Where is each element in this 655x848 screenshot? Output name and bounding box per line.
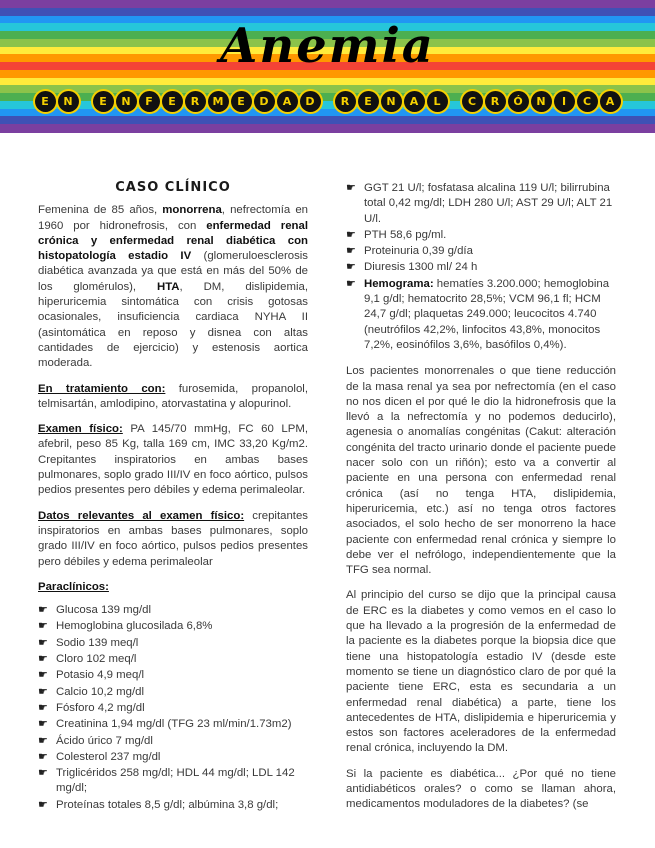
right-column [346, 181, 616, 823]
subtitle-space [450, 91, 460, 112]
list-item-text: Colesterol 237 mg/dl [56, 750, 161, 763]
list-item [38, 750, 308, 765]
subtitle-letter: M [208, 91, 229, 112]
list-item-text: Cloro 102 meq/l [56, 653, 137, 666]
list-item [38, 734, 308, 749]
list-item-text: Diuresis 1300 ml/ 24 h [364, 261, 478, 274]
subtitle-letter: Ó [508, 91, 529, 112]
subtitle-letter: L [427, 91, 448, 112]
subtitle-letter: E [162, 91, 183, 112]
pointing-hand-icon: ☛ [38, 685, 48, 698]
list-item-text: Ácido úrico 7 mg/dl [56, 734, 153, 747]
list-item [38, 798, 308, 813]
pointing-hand-icon: ☛ [346, 245, 356, 258]
stripe [0, 124, 655, 132]
subtitle-letter: E [231, 91, 252, 112]
list-item [38, 701, 308, 716]
list-item [38, 685, 308, 700]
pointing-hand-icon: ☛ [346, 228, 356, 241]
subtitle-letter: E [93, 91, 114, 112]
pointing-hand-icon: ☛ [38, 620, 48, 633]
subtitle-letter: F [139, 91, 160, 112]
paragraph-monorrenal: Los pacientes monorrenales o que tiene reducción de la masa renal ya sea por nefrectomía (en el caso no nos dicen el por qué le dio la hidronefrosis que la llevó a la nefrectomía y no podemos deducirlo), agenesia o anomalías congénitas (Cakut: alteración congénita del tracto urinario donde el paciente puede nacer solo con un riñón); esto va a convertir al paciente en una persona con enfermedad renal crónica (así no tenga HTA, dislipidemia, hiperuricemia, etc.) así no tenga otros factores asociados, el solo hecho de ser monorreno la hace paciente con enfermedad renal crónica y siempre lo debe ver el nefrólogo, independientemente que la TFG sea normal. [346, 365, 616, 577]
list-item [38, 766, 308, 797]
pointing-hand-icon: ☛ [38, 718, 48, 731]
subtitle-letter: I [554, 91, 575, 112]
subtitle-letter: A [404, 91, 425, 112]
list-item [346, 260, 616, 275]
subtitle-letter: A [600, 91, 621, 112]
subtitle-letter: C [462, 91, 483, 112]
labs-heading: Paraclínicos: [38, 580, 109, 593]
page-title: Anemia [220, 18, 435, 74]
list-item [346, 181, 616, 227]
subtitle-space [81, 91, 91, 112]
subtitle-letter: N [116, 91, 137, 112]
exam-paragraph: Examen físico: PA 145/70 mmHg, FC 60 LPM, afebril, peso 85 Kg, talla 169 cm, IMC 33,20 Kg/m2. Crepitantes inspiratorios en ambas bases pulmonares, soplo grado III/IV en foco aórtico, pulsos pedios presentes pero débiles y edema perimaleolar. [38, 423, 308, 497]
list-item-text: Calcio 10,2 mg/dl [56, 685, 145, 698]
list-item-text: Proteínas totales 8,5 g/dl; albúmina 3,8 g/dl; [56, 798, 279, 811]
list-item [38, 603, 308, 618]
pointing-hand-icon: ☛ [38, 636, 48, 649]
list-item-text: Fósforo 4,2 mg/dl [56, 701, 145, 714]
pointing-hand-icon: ☛ [38, 798, 48, 811]
pointing-hand-icon: ☛ [346, 277, 356, 290]
case-intro: Femenina de 85 años, monorrena, nefrectomía en 1960 por hidronefrosis, con enfermedad renal crónica y enfermedad renal diabética con histopatología estadio IV (glomeruloesclerosis diabética avanzada ya que está en más del 50% de los glomérulos), HTA, DM, dislipidemia, hiperuricemia sintomática con crisis gotosas ocasionales, insuficiencia cardiaca NYHA II (asintomática en reposo y disnea con altas cantidades de ejercicio) y estenosis aortica moderada. [38, 204, 308, 370]
pointing-hand-icon: ☛ [38, 604, 48, 617]
subtitle-letter: R [185, 91, 206, 112]
pointing-hand-icon: ☛ [38, 669, 48, 682]
subtitle-space [323, 91, 333, 112]
list-item [38, 717, 308, 732]
hemogram-list [346, 277, 616, 353]
subtitle-letter: R [485, 91, 506, 112]
labs-list-left [38, 603, 308, 813]
relevant-paragraph: Datos relevantes al examen físico: crepitantes inspiratorios en ambas bases pulmonares, soplo grado III/IV en foco aórtico, pulsos pedios presentes pero débiles y edema perimaleolar [38, 509, 308, 568]
list-item-text: Proteinuria 0,39 g/día [364, 245, 473, 258]
pointing-hand-icon: ☛ [38, 750, 48, 763]
list-item [346, 244, 616, 259]
subtitle-letter: N [58, 91, 79, 112]
pointing-hand-icon: ☛ [38, 767, 48, 780]
page-subtitle [0, 91, 655, 117]
list-item [346, 228, 616, 243]
list-item-text: GGT 21 U/l; fosfatasa alcalina 119 U/l; bilirrubina total 0,42 mg/dl; LDH 280 U/l; AST 29 U/l; ALT 21 U/l. [364, 182, 613, 225]
list-item-text: Glucosa 139 mg/dl [56, 604, 151, 617]
pointing-hand-icon: ☛ [38, 701, 48, 714]
list-item-text: Creatinina 1,94 mg/dl (TFG 23 ml/min/1.73m2) [56, 718, 292, 731]
case-title: CASO CLÍNICO [115, 180, 231, 195]
subtitle-letter: A [277, 91, 298, 112]
list-item [38, 668, 308, 683]
pointing-hand-icon: ☛ [346, 182, 356, 194]
list-item: ☛ Hemograma: hematíes 3.200.000; hemoglobina 9,1 g/dl; hematocrito 28,5%; VCM 96,1 fl; HCM 24,7 g/dl; plaquetas 249.000; leucocitos 4.740 (neutrófilos 42,2%, linfocitos 43,8%, monocitos 7,2%, eosinófilos 3,6%, basófilos 0,4%). [346, 277, 610, 351]
list-item [38, 652, 308, 667]
pointing-hand-icon: ☛ [38, 653, 48, 666]
subtitle-letter: D [300, 91, 321, 112]
pointing-hand-icon: ☛ [38, 734, 48, 747]
list-item-text: Potasio 4,9 meq/l [56, 669, 145, 682]
list-item [38, 636, 308, 651]
list-item-text: Hemoglobina glucosilada 6,8% [56, 620, 213, 633]
header-banner [0, 0, 655, 132]
list-item-text: PTH 58,6 pg/ml. [364, 228, 447, 241]
subtitle-letter: E [358, 91, 379, 112]
left-column [38, 180, 308, 814]
treatment-paragraph: En tratamiento con: furosemida, propanolol, telmisartán, amlodipino, atorvastatina y alopurinol. [38, 382, 308, 410]
subtitle-letter: N [531, 91, 552, 112]
subtitle-letter: C [577, 91, 598, 112]
list-item-text: Sodio 139 meq/l [56, 636, 139, 649]
paragraph-diabetes-cause: Al principio del curso se dijo que la principal causa de ERC es la diabetes y como vemos en el caso lo que ha llevado a la progresión de la enfermedad de la paciente es la diabetes porque la biopsia dice que tiene una histopatología estadio IV (desde este momento se tiene un diagnóstico claro de por qué la paciente tiene ERC, esta es secundaria a un enfermedad renal diabética) a parte, tiene los antecedentes de HTA, dislipidemia e hiperuricemia y estos son factores aceleradores de la enfermedad renal crónica, incluyendo la DM. [346, 589, 616, 755]
list-item [38, 619, 308, 634]
list-item-text: Triglicéridos 258 mg/dl; HDL 44 mg/dl; LDL 142 mg/dl; [56, 767, 295, 795]
paragraph-antidiabetics: Si la paciente es diabética... ¿Por qué no tiene antidiabéticos orales? o como se llaman ahora, medicamentos moduladores de la diabetes? (se [346, 767, 616, 811]
labs-list-right [346, 181, 616, 276]
subtitle-letter: N [381, 91, 402, 112]
subtitle-letter: D [254, 91, 275, 112]
subtitle-letter: E [35, 91, 56, 112]
pointing-hand-icon: ☛ [346, 261, 356, 274]
subtitle-letter: R [335, 91, 356, 112]
